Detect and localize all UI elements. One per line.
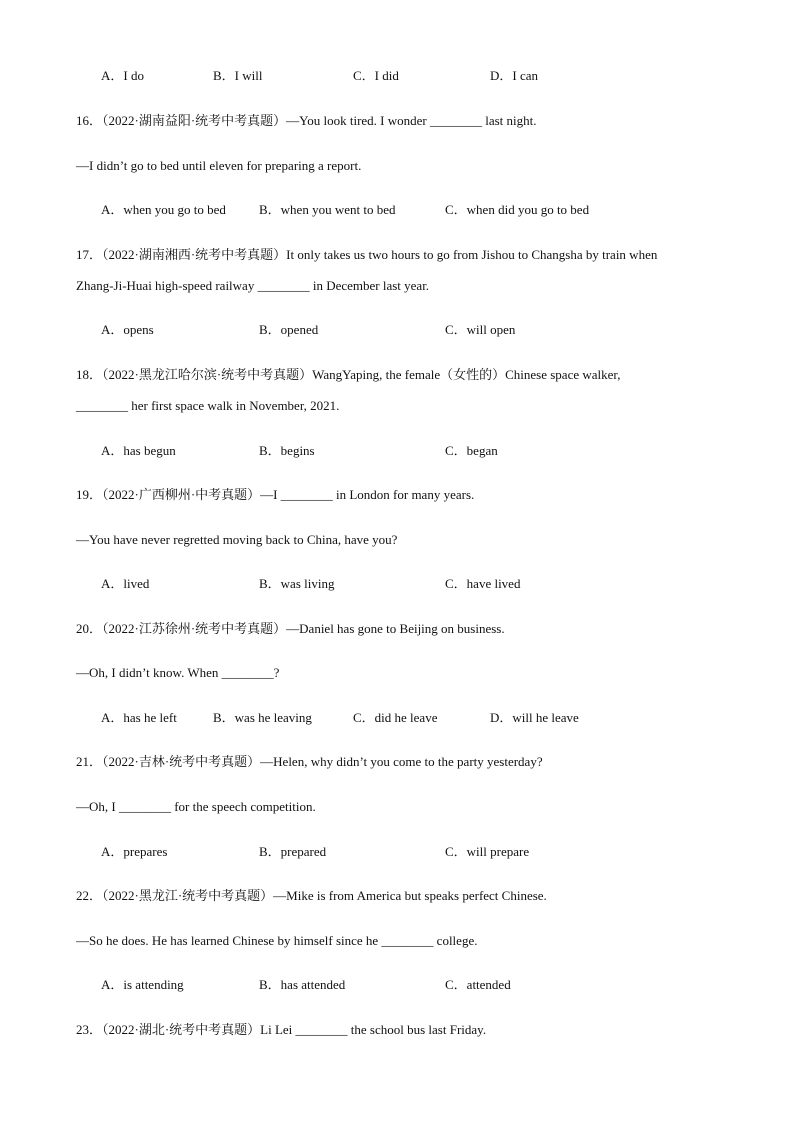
option-a: A．when you go to bed xyxy=(101,202,226,217)
option-a: A．has begun xyxy=(101,443,176,458)
option-b: B．has attended xyxy=(259,977,346,992)
question-stem: 22．（2022·黑龙江·统考中考真题）—Mike is from America but speaks perfect Chinese. xyxy=(76,888,547,903)
question-stem: 18．（2022·黑龙江哈尔滨·统考中考真题）WangYaping, the female（女性的）Chinese space walker, xyxy=(76,367,621,382)
option-c: C．attended xyxy=(445,977,511,992)
option-c: C．I did xyxy=(353,68,399,83)
option-c: C．when did you go to bed xyxy=(445,202,590,217)
option-c: C．have lived xyxy=(445,576,521,591)
option-d: D．will he leave xyxy=(490,710,579,725)
question-stem: 21．（2022·吉林·统考中考真题）—Helen, why didn’t you come to the party yesterday? xyxy=(76,754,543,769)
option-c: C．will open xyxy=(445,322,516,337)
question-dialogue-line: —You have never regretted moving back to China, have you? xyxy=(76,532,398,547)
question-stem: 17．（2022·湖南湘西·统考中考真题）It only takes us two hours to go from Jishou to Changsha by train when xyxy=(76,247,658,262)
question-stem: 16．（2022·湖南益阳·统考中考真题）—You look tired. I wonder ________ last night. xyxy=(76,113,537,128)
question-dialogue-line: —Oh, I didn’t know. When ________? xyxy=(76,665,280,680)
option-b: B．prepared xyxy=(259,844,327,859)
option-b: B．was living xyxy=(259,576,335,591)
option-c: C．began xyxy=(445,443,498,458)
option-a: A．lived xyxy=(101,576,150,591)
option-c: C．did he leave xyxy=(353,710,438,725)
question-stem: 19．（2022·广西柳州·中考真题）—I ________ in London for many years. xyxy=(76,487,475,502)
question-dialogue-line: —I didn’t go to bed until eleven for preparing a report. xyxy=(76,158,362,173)
option-b: B．begins xyxy=(259,443,315,458)
question-dialogue-line: —Oh, I ________ for the speech competition. xyxy=(76,799,316,814)
option-b: B．was he leaving xyxy=(213,710,312,725)
option-c: C．will prepare xyxy=(445,844,530,859)
option-d: D．I can xyxy=(490,68,539,83)
option-a: A．opens xyxy=(101,322,154,337)
question-dialogue-line: —So he does. He has learned Chinese by himself since he ________ college. xyxy=(76,933,478,948)
option-b: B．opened xyxy=(259,322,319,337)
question-stem: 20．（2022·江苏徐州·统考中考真题）—Daniel has gone to Beijing on business. xyxy=(76,621,505,636)
option-a: A．I do xyxy=(101,68,144,83)
question-stem: 23．（2022·湖北·统考中考真题）Li Lei ________ the school bus last Friday. xyxy=(76,1022,487,1037)
option-b: B．I will xyxy=(213,68,263,83)
question-stem-continued: ________ her first space walk in November, 2021. xyxy=(76,398,340,413)
option-b: B．when you went to bed xyxy=(259,202,396,217)
option-a: A．is attending xyxy=(101,977,184,992)
question-stem-continued: Zhang-Ji-Huai high-speed railway ________ in December last year. xyxy=(76,278,430,293)
option-a: A．has he left xyxy=(101,710,177,725)
option-a: A．prepares xyxy=(101,844,168,859)
